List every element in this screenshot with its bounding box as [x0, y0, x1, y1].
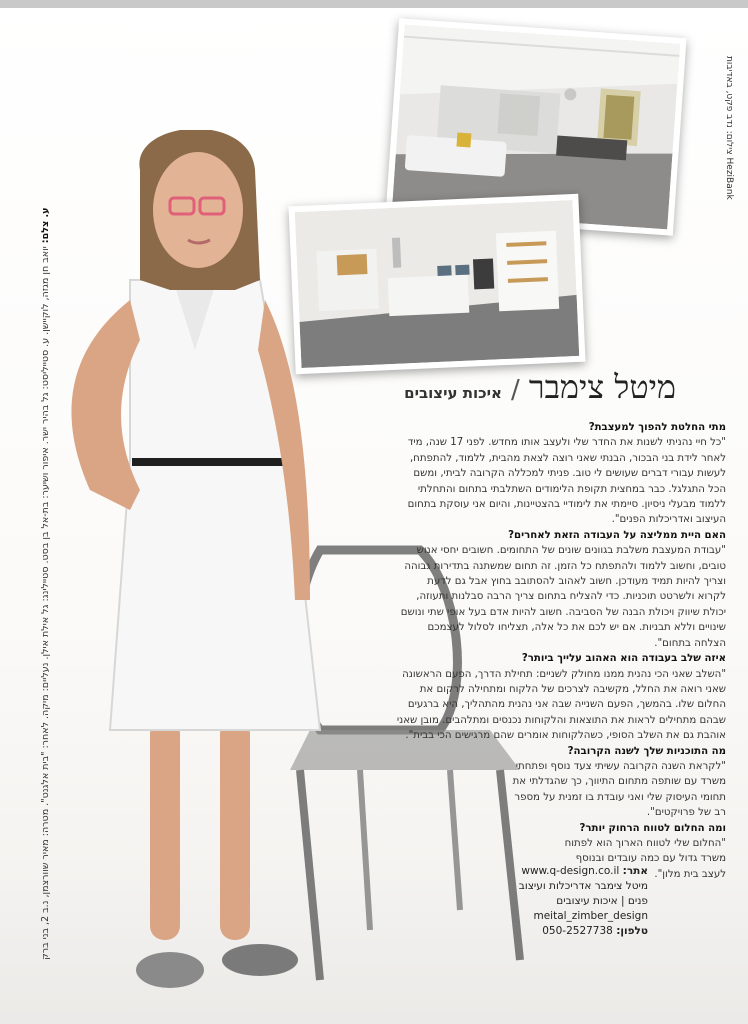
- answer-4: "לקראת השנה הקרובה עשיתי צעד נוסף ופתחתי משרד עם שותפה מתחום התיווך, כך שהגדלתי את תחומי העיסוק שלי ואני עובדת בו זמנית על מספר רב של פרויקטים".: [512, 760, 726, 819]
- qa-block: [506, 744, 726, 821]
- answer-3: "השלב שאני הכי נהנית ממנו מחולק לשניים: תחילת הדרך, הפעם הראשונה שאני רואה את החלל, מקשיבה לצרכים של הלקוח ומתחילה לרקום את החלום שלו. בהמשך, הפעם השנייה שבה אני נהנית מהתהליך, היא ברגעים שבהם מתחילים לראות את התוצאות והלקוחות נכנסים ומתלהבים. מובן שאני אוהבת גם את השלב הסופי, כשהלקוחות אומרים שהם מרגישים הכי בבית".: [396, 668, 726, 742]
- question-5: ומה החלום לטווח הרחוק יותר?: [579, 822, 726, 834]
- qa-block: [396, 651, 726, 743]
- phone-number[interactable]: 050-2527738: [542, 925, 613, 937]
- website-link[interactable]: www.q-design.co.il: [521, 865, 620, 877]
- article-title: [356, 368, 676, 406]
- answer-5: "החלום שלי לטווח הארוך הוא לפתוח משרד גדול עם כמה עובדים ובנוסף לעצב בית מלון".: [564, 837, 726, 880]
- answer-2: "עבודת המעצבת משלבת בגוונים שונים של התחומים. חשובים יחסי אנוש טובים, וחשוב ללמוד ולהתפתח כל הזמן. זה תחום שמשתנה בתדירות גבוהה וצריך להיות תמיד מעודכן. חשוב לאהוב להסתובב בחוץ אבל גם לדעת לקרוא ולשרטט תוכניות. כדי להצליח בתחום צריך הרבה סבלנות ותעוזה, יכולת שיווק ויכולת הבנה של הסביבה. חשוב להיות אדם בעל אופי שתי ונושם שינויים וללא תבניות. אם יש לכם את כל אלה, תצליחו לסלול לעצמכם הצלחה בתחום".: [400, 545, 726, 649]
- credit-text: יואב חן מגזה, לוקיישן. ע. סטייליסט: גל בהיר ישר. איפור ושיער: בת-אל בן בסט. סטיילינג: גל אילת אילן. נעליים: מיקה. לאחר: "בית אלגנט". מטרה: מאיר שוורצמן, נ.ב 2, בני ברק: [40, 246, 51, 960]
- question-3: איזה שלב בעבודה הוא האהוב עלייך ביותר?: [521, 653, 726, 665]
- question-2: האם היית ממליצה על העבודה הזאת לאחרים?: [508, 529, 726, 541]
- facebook-line-2: פנים | איכות עיצובים: [556, 895, 648, 907]
- interview-body: [396, 420, 726, 882]
- qa-block: [396, 528, 726, 651]
- photo-credit: צילום: נדב פקט, באדיבות HeziBank: [724, 56, 734, 200]
- phone-line: [478, 924, 648, 939]
- website-line: [478, 864, 648, 879]
- studio-name: איכות עיצובים: [404, 384, 502, 402]
- credit-label: ע. צלם:: [40, 207, 51, 244]
- designer-name: מיטל צימבר: [528, 368, 676, 406]
- question-4: מה התוכניות שלך לשנה הקרובה?: [567, 745, 726, 757]
- qa-block: [396, 420, 726, 528]
- website-label: אתר:: [622, 865, 648, 877]
- top-bar: [0, 0, 748, 8]
- answer-1: "כל חיי נהניתי לשנות את החדר שלי ולעצב אותו מחדש. לפני 17 שנה, מיד לאחר לידת בני הבכור, הבנתי שאני רוצה לצאת מהבית, ללמוד, להתפתח, לעשות עבורי דברים שעושים לי טוב. פניתי למכללה הקרובה לביתי, ומשם הכל התגלגל. כבר במחצית תקופת הלימודים השתלבתי בתחום והתחלתי ללמוד מבעלי ניסיון. סיימתי את לימודיי בהצטיינות, והיום אני עוסקת בתחום העיצוב ואדריכלות הפנים".: [407, 437, 726, 526]
- question-1: מתי החלטת להפוך למעצבת?: [588, 422, 726, 433]
- stylist-credit: [40, 207, 51, 960]
- contact-block: [478, 864, 648, 939]
- title-separator: /: [511, 375, 520, 405]
- facebook-line-1: מיטל צימבר אדריכלות ועיצוב: [518, 880, 648, 892]
- instagram-handle[interactable]: meital_zimber_design: [533, 910, 648, 922]
- phone-label: טלפון:: [616, 925, 648, 937]
